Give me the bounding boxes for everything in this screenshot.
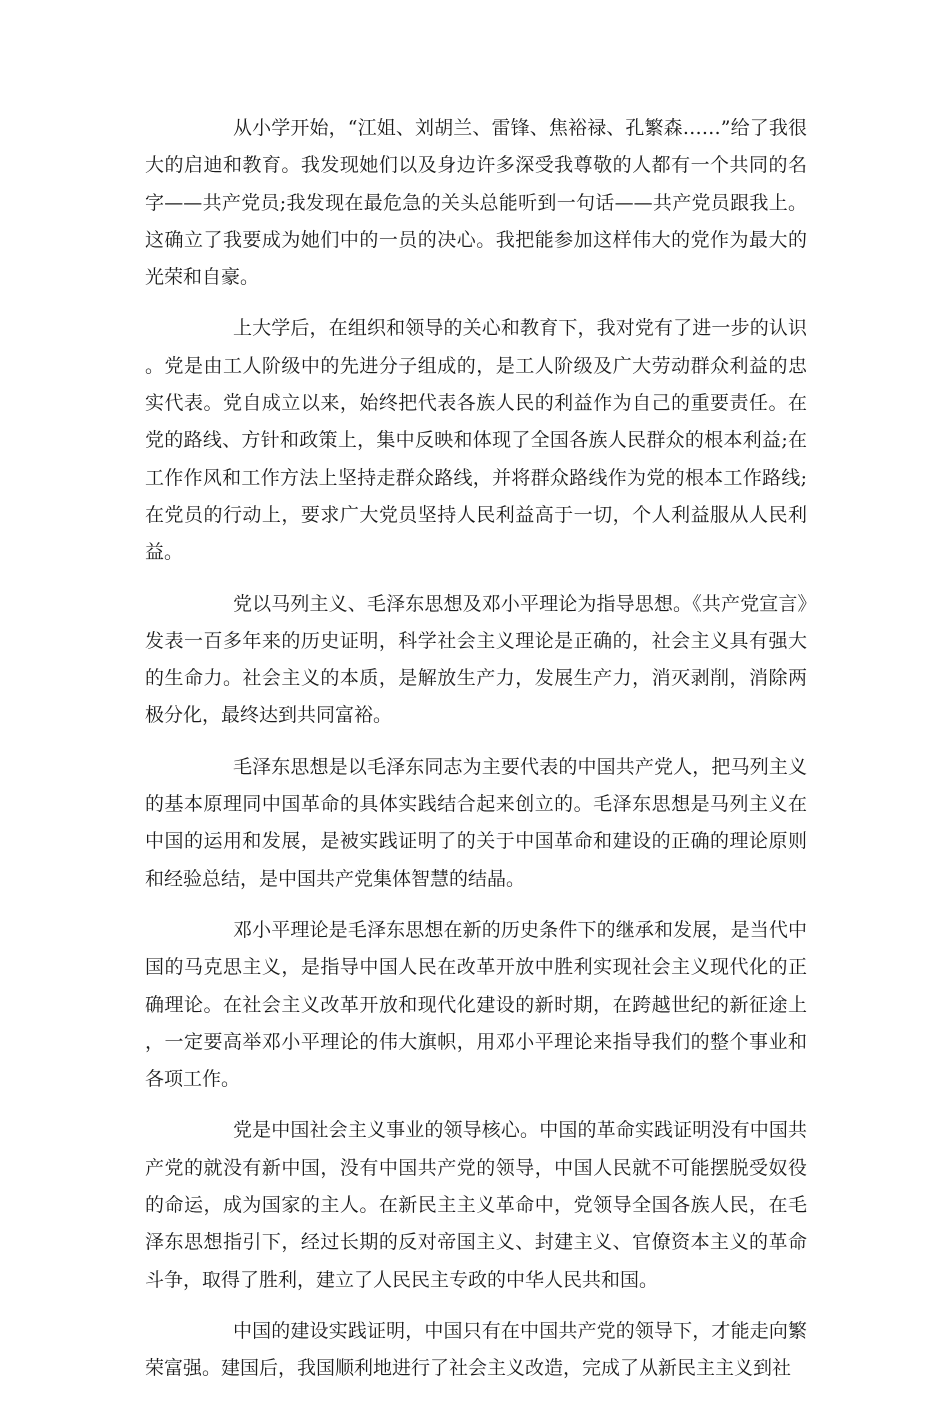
document-body [145,110,807,1402]
paragraph-6: 党是中国社会主义事业的领导核心。中国的革命实践证明没有中国共产党的就没有新中国，没有中国共产党的领导，中国人民就不可能摆脱受奴役的命运，成为国家的主人。在新民主主义革命中，党领导全国各族人民，在毛泽东思想指引下，经过长期的反对帝国主义、封建主义、官僚资本主义的革命斗争，取得了胜利，建立了人民民主专政的中华人民共和国。 [145,1119,807,1291]
paragraph-7: 中国的建设实践证明，中国只有在中国共产党的领导下，才能走向繁荣富强。建国后，我国顺利地进行了社会主义改造，完成了从新民主主义到社 [145,1319,807,1380]
paragraph-4: 毛泽东思想是以毛泽东同志为主要代表的中国共产党人，把马列主义的基本原理同中国革命的具体实践结合起来创立的。毛泽东思想是马列主义在中国的运用和发展，是被实践证明了的关于中国革命和建设的正确的理论原则和经验总结，是中国共产党集体智慧的结晶。 [145,755,807,890]
paragraph-5: 邓小平理论是毛泽东思想在新的历史条件下的继承和发展，是当代中国的马克思主义，是指导中国人民在改革开放中胜利实现社会主义现代化的正确理论。在社会主义改革开放和现代化建设的新时期，在跨越世纪的新征途上，一定要高举邓小平理论的伟大旗帜，用邓小平理论来指导我们的整个事业和各项工作。 [145,918,807,1091]
paragraph-2: 上大学后，在组织和领导的关心和教育下，我对党有了进一步的认识。党是由工人阶级中的先进分子组成的，是工人阶级及广大劳动群众利益的忠实代表。党自成立以来，始终把代表各族人民的利益作为自己的重要责任。在党的路线、方针和政策上，集中反映和体现了全国各族人民群众的根本利益;在工作作风和工作方法上坚持走群众路线，并将群众路线作为党的根本工作路线;在党员的行动上，要求广大党员坚持人民利益高于一切，个人利益服从人民利益。 [145,317,807,564]
paragraph-1: 从小学开始，“江姐、刘胡兰、雷锋、焦裕禄、孔繁森……”给了我很大的启迪和教育。我发现她们以及身边许多深受我尊敬的人都有一个共同的名字——共产党员;我发现在最危急的关头总能听到一句话——共产党员跟我上。这确立了我要成为她们中的一员的决心。我把能参加这样伟大的党作为最大的光荣和自豪。 [145,117,807,289]
paragraph-3: 党以马列主义、毛泽东思想及邓小平理论为指导思想。《共产党宣言》发表一百多年来的历史证明，科学社会主义理论是正确的，社会主义具有强大的生命力。社会主义的本质，是解放生产力，发展生产力，消灭剥削，消除两极分化，最终达到共同富裕。 [145,592,807,727]
